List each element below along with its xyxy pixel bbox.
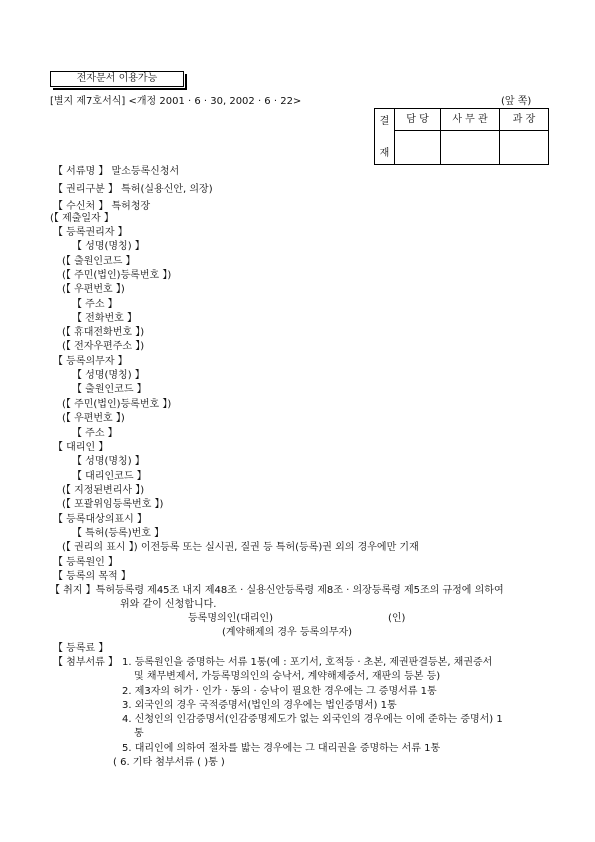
obligor-name: 【 성명(명칭) 】 bbox=[72, 370, 145, 381]
approval-label-cell bbox=[375, 109, 395, 165]
field-attachments: 【 첨부서류 】 bbox=[53, 657, 118, 668]
holder-email: (【 전자우편주소 】) bbox=[62, 341, 145, 352]
electronic-document-badge: 전자문서 이용가능 bbox=[50, 71, 184, 87]
attachment-6: ( 6. 기타 첨부서류 ( )통 ) bbox=[113, 757, 225, 768]
target-right-description: (【 권리의 표시 】) 이전등록 또는 실시권, 질권 등 특허(등록)권 외의 경우에만 기재 bbox=[62, 542, 419, 553]
attachment-5: 5. 대리인에 의하여 절차를 밟는 경우에는 그 대리권을 증명하는 서류 1통 bbox=[122, 743, 441, 754]
holder-applicant-code: (【 출원인코드 】 bbox=[62, 256, 136, 267]
approval-col-staff: 담 당 bbox=[395, 109, 441, 131]
field-registration-fee: 【 등록료 】 bbox=[53, 643, 109, 654]
agent-general-power-number: (【 포괄위임등록번호 】) bbox=[62, 499, 164, 510]
holder-postal-code: (【 우편번호 】) bbox=[62, 284, 125, 295]
agent-name: 【 성명(명칭) 】 bbox=[72, 456, 145, 467]
field-submission-date: (【 제출일자 】 bbox=[50, 213, 114, 224]
signatory-note: (계약해제의 경우 등록의무자) bbox=[222, 627, 353, 638]
approval-table bbox=[374, 108, 549, 165]
holder-name: 【 성명(명칭) 】 bbox=[72, 241, 145, 252]
approval-col-officer: 사 무 관 bbox=[441, 109, 500, 131]
approval-col-chief: 과 장 bbox=[500, 109, 549, 131]
agent-designated-attorney: (【 지정된변리사 】) bbox=[62, 485, 145, 496]
obligor-resident-number: (【 주민(법인)등록번호 】) bbox=[62, 399, 172, 410]
field-recipient: 【 수신처 】 특허청장 bbox=[53, 201, 151, 212]
agent-code: 【 대리인코드 】 bbox=[72, 471, 147, 482]
field-registration-cause: 【 등록원인 】 bbox=[53, 557, 118, 568]
approval-sign-staff[interactable] bbox=[395, 131, 441, 165]
section-registered-holder: 【 등록권리자 】 bbox=[53, 227, 128, 238]
form-header: [별지 제7호서식] <개정 2001 · 6 · 30, 2002 · 6 · 22> bbox=[50, 96, 302, 107]
seal-mark: (인) bbox=[388, 613, 406, 624]
obligor-applicant-code: 【 출원인코드 】 bbox=[72, 384, 147, 395]
attachment-1: 1. 등록원인을 증명하는 서류 1통(예 : 포기서, 호적등 · 초본, 제권판결등본, 채권증서 bbox=[122, 657, 493, 668]
attachment-4: 4. 신청인의 인감증명서(인감증명제도가 없는 외국인의 경우에는 이에 준하는 증명서) 1 bbox=[122, 714, 503, 725]
signatory-label: 등록명의인(대리인) bbox=[188, 613, 274, 624]
section-registered-obligor: 【 등록의무자 】 bbox=[53, 356, 128, 367]
field-document-name: 【 서류명 】 말소등록신청서 bbox=[53, 166, 180, 177]
section-agent: 【 대리인 】 bbox=[53, 442, 109, 453]
page-side-label: (앞 쪽) bbox=[501, 96, 532, 107]
approval-sign-chief[interactable] bbox=[500, 131, 549, 165]
field-right-type: 【 권리구분 】 특허(실용신안, 의장) bbox=[53, 184, 213, 195]
field-purport: 【 취지 】특허등록령 제45조 내지 제48조 · 실용신안등록령 제8조 · 의장등록령 제5조의 규정에 의하여 bbox=[50, 585, 504, 596]
attachment-3: 3. 외국인의 경우 국적증명서(법인의 경우에는 법인증명서) 1통 bbox=[122, 700, 397, 711]
attachment-4-continuation: 통 bbox=[134, 728, 144, 739]
field-registration-purpose: 【 등록의 목적 】 bbox=[53, 571, 131, 582]
approval-sign-officer[interactable] bbox=[441, 131, 500, 165]
purport-continuation: 위와 같이 신청합니다. bbox=[120, 599, 217, 610]
target-patent-number: 【 특허(등록)번호 】 bbox=[72, 528, 165, 539]
obligor-postal-code: (【 우편번호 】) bbox=[62, 413, 125, 424]
holder-mobile: (【 휴대전화번호 】) bbox=[62, 327, 145, 338]
obligor-address: 【 주소 】 bbox=[72, 428, 118, 439]
approval-label-bottom: 재 bbox=[379, 147, 390, 159]
holder-resident-number: (【 주민(법인)등록번호 】) bbox=[62, 270, 172, 281]
section-registration-target: 【 등록대상의표시 】 bbox=[53, 514, 147, 525]
attachment-1-continuation: 및 채무변제서, 가등록명의인의 승낙서, 계약해제증서, 재판의 등본 등) bbox=[134, 671, 441, 682]
attachment-2: 2. 제3자의 허가 · 인가 · 동의 · 승낙이 필요한 경우에는 그 증명서류 1통 bbox=[122, 686, 437, 697]
approval-label-top: 결 bbox=[379, 115, 390, 127]
holder-phone: 【 전화번호 】 bbox=[72, 313, 137, 324]
holder-address: 【 주소 】 bbox=[72, 299, 118, 310]
